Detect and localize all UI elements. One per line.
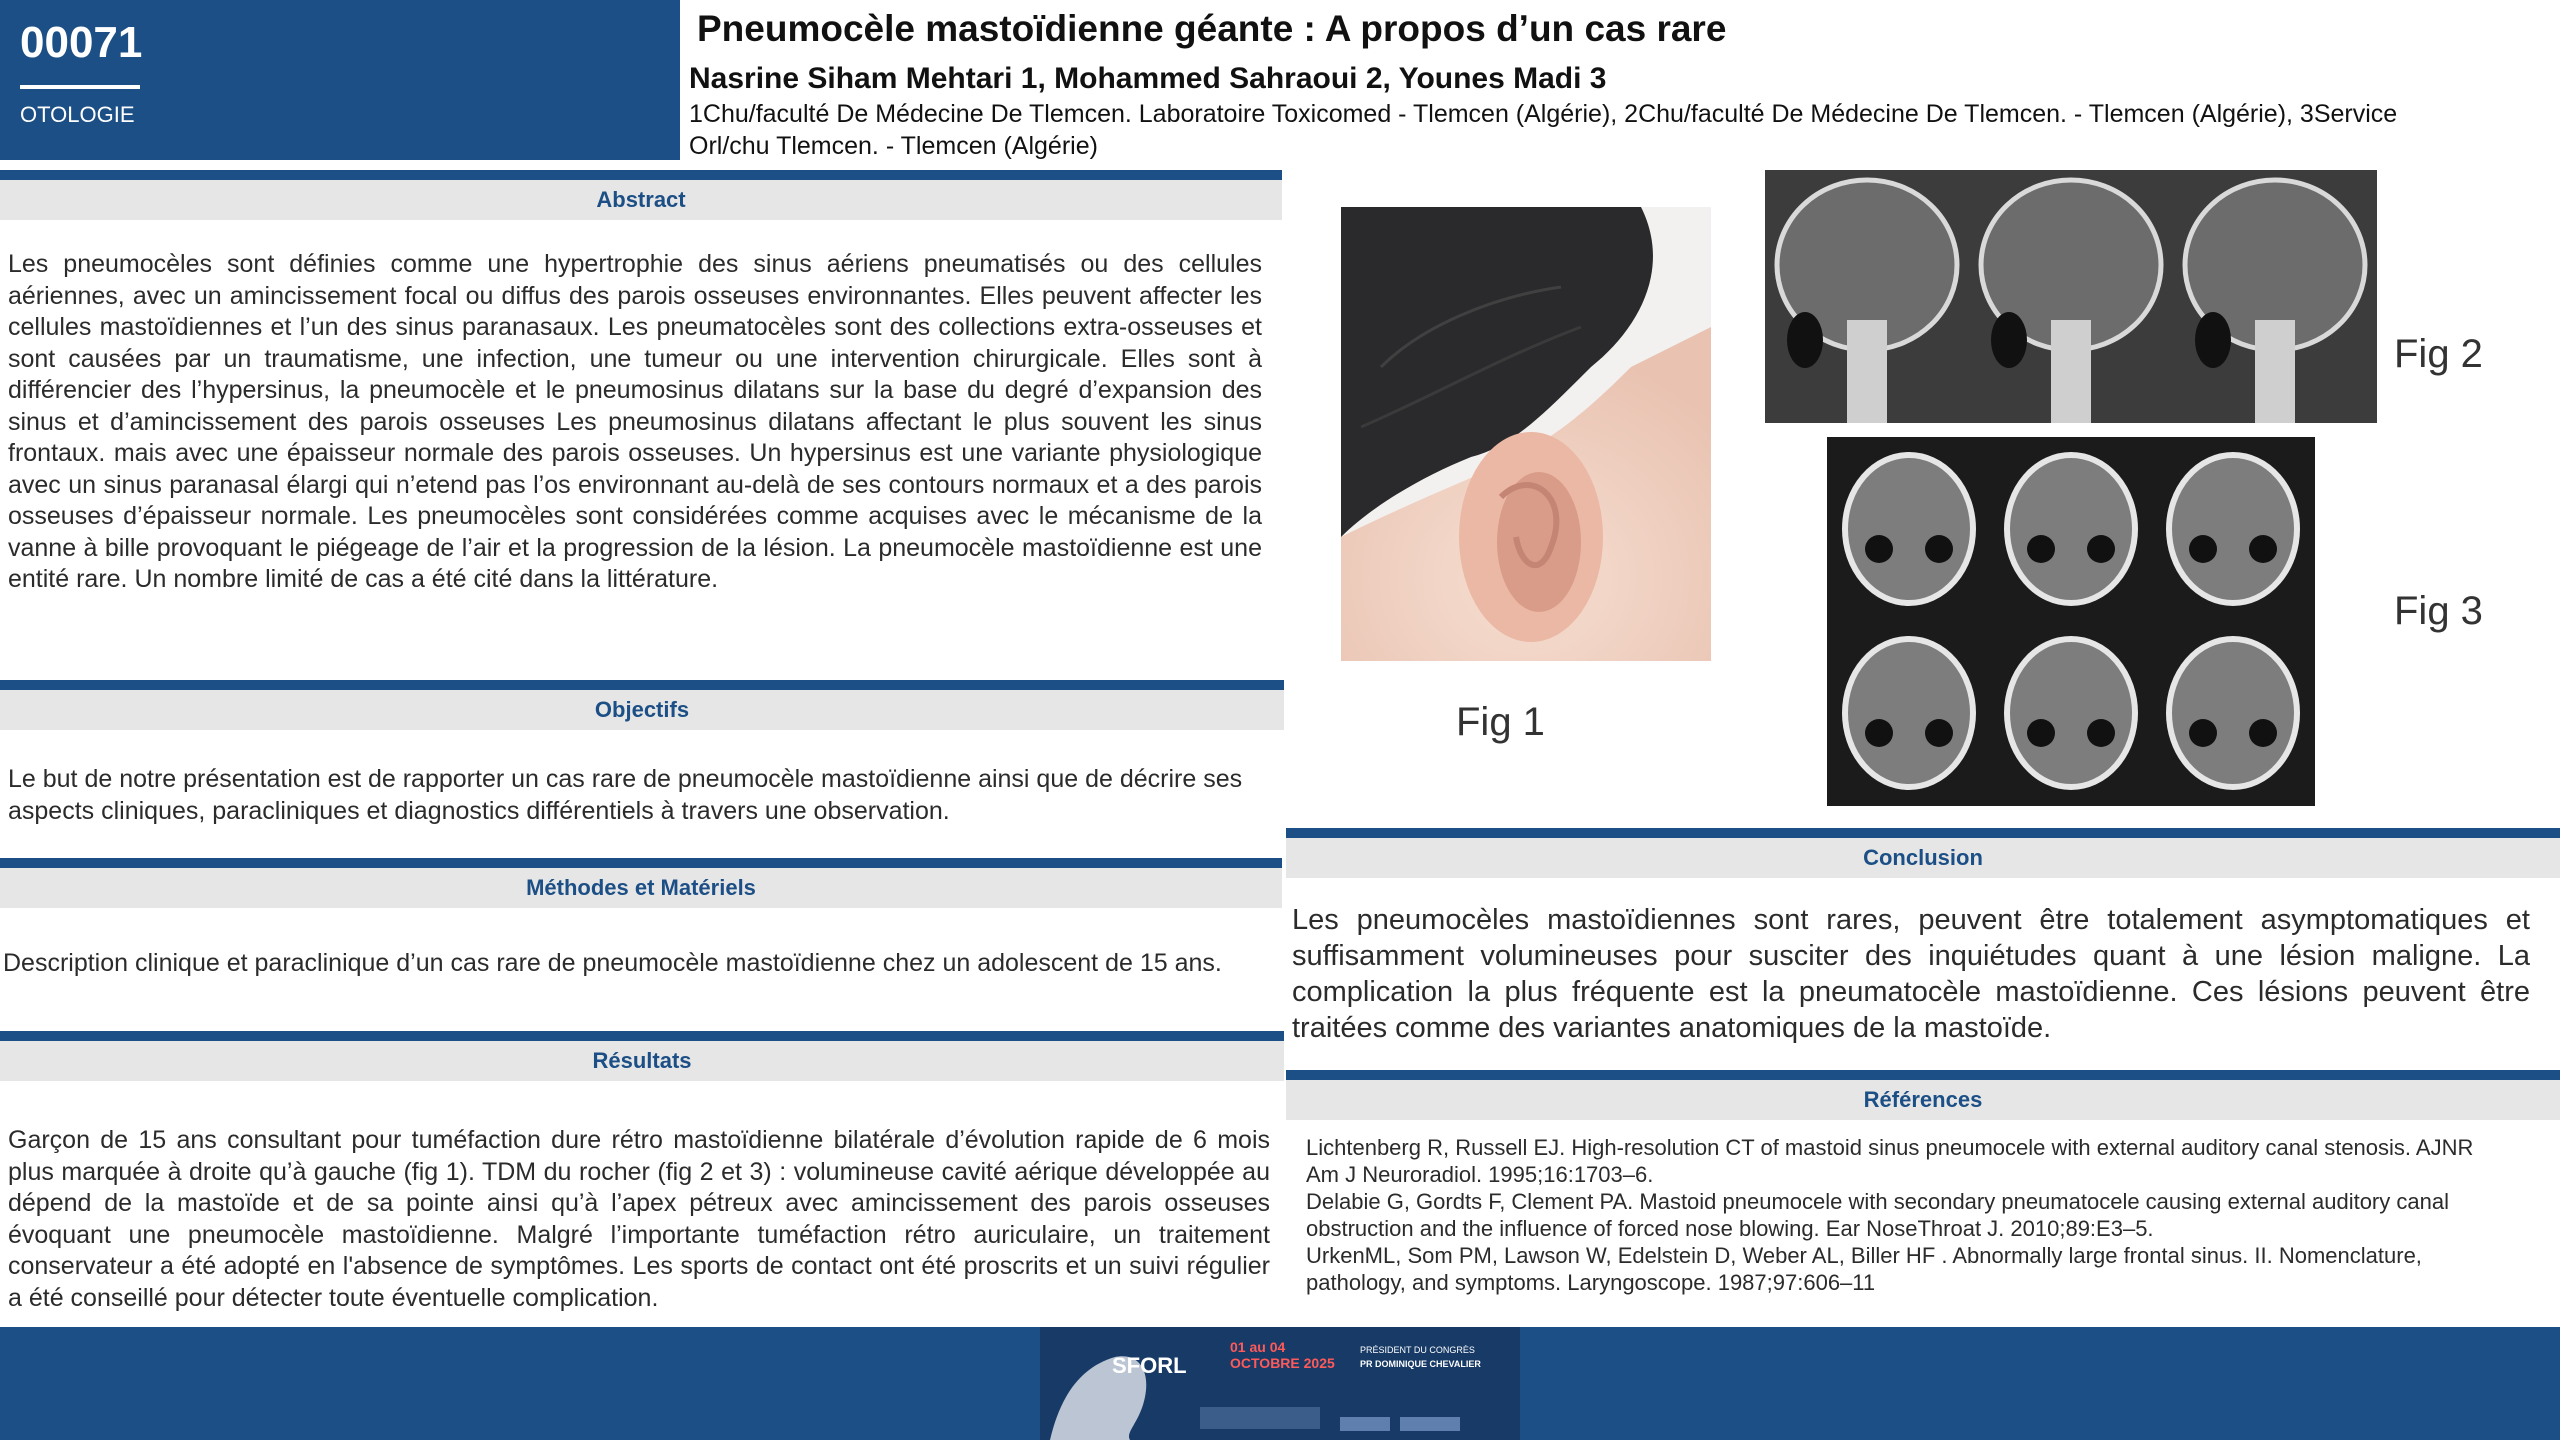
methodes-heading: Méthodes et Matériels (526, 875, 756, 900)
resultats-heading: Résultats (592, 1048, 692, 1073)
poster-id-box (0, 0, 680, 160)
objectifs-heading: Objectifs (594, 697, 690, 722)
poster-id: 00071 (20, 18, 143, 67)
references-heading: Références (1863, 1087, 1983, 1112)
authors: Nasrine Siham Mehtari 1, Mohammed Sahraoui 2, Younes Madi 3 (689, 62, 1607, 95)
fig3-ct-axial (1827, 437, 2315, 806)
reference-item: Delabie G, Gordts F, Clement PA. Mastoid pneumocele with secondary pneumatocele causing external auditory canal obstruction and the influence of forced nose blowing. Ear NoseThroat J. 2010;89:E3–5. (1306, 1189, 2449, 1241)
methodes-heading-bar (0, 858, 1282, 908)
objectifs-heading-bar (0, 680, 1284, 730)
objectifs-text: Le but de notre présentation est de rapporter un cas rare de pneumocèle mastoïdienne ainsi que de décrire ses aspects cliniques, paracliniques et diagnostics différentiels à travers une observation. (8, 765, 1243, 825)
banner-president-label: PRÉSIDENT DU CONGRÈS (1360, 1345, 1475, 1355)
methodes-text: Description clinique et paraclinique d’un cas rare de pneumocèle mastoïdienne chez un adolescent de 15 ans. (3, 949, 1222, 977)
reference-item: UrkenML, Som PM, Lawson W, Edelstein D, Weber AL, Biller HF . Abnormally large frontal sinus. II. Nomenclature, pathology, and symptoms. Laryngoscope. 1987;97:606–11 (1306, 1243, 2422, 1295)
abstract-heading: Abstract (596, 187, 686, 212)
ct-coronal-scan (1765, 170, 2377, 423)
fig2-ct-coronal (1765, 170, 2377, 423)
patient-ear-photo (1341, 207, 1711, 661)
fig1-photo (1341, 207, 1711, 661)
banner-president-name: PR DOMINIQUE CHEVALIER (1360, 1359, 1481, 1369)
fig2-label: Fig 2 (2394, 332, 2483, 376)
references-list (1306, 1134, 2506, 1296)
fig3-label: Fig 3 (2394, 589, 2483, 633)
affiliations: 1Chu/faculté De Médecine De Tlemcen. Laboratoire Toxicomed - Tlemcen (Algérie), 2Chu/faculté De Médecine De Tlemcen. - Tlemcen (Algérie), 3Service Orl/chu Tlemcen. - Tlemcen (Algérie) (689, 100, 2398, 160)
congress-banner (1040, 1327, 1520, 1440)
conclusion-heading-bar (1286, 828, 2560, 878)
fig1-label: Fig 1 (1456, 700, 1545, 744)
divider (20, 85, 140, 89)
reference-item: Lichtenberg R, Russell EJ. High-resolution CT of mastoid sinus pneumocele with external auditory canal stenosis. AJNR Am J Neuroradiol. 1995;16:1703–6. (1306, 1135, 2474, 1187)
conclusion-text: Les pneumocèles mastoïdiennes sont rares, peuvent être totalement asymptomatiques et suffisamment volumineuses pour susciter des inquiétudes quant à une lésion maligne. La complication la plus fréquente est la pneumatocèle mastoïdienne. Ces lésions peuvent être traitées comme des variantes anatomiques de la mastoïde. (1292, 904, 2530, 1044)
specialty-label: OTOLOGIE (20, 102, 135, 127)
banner-logo: SFORL (1112, 1353, 1187, 1378)
poster-title: Pneumocèle mastoïdienne géante : A propos d’un cas rare (697, 8, 1727, 49)
banner-dates: 01 au 04 OCTOBRE 2025 (1230, 1339, 1335, 1371)
conclusion-heading: Conclusion (1863, 845, 1983, 870)
references-heading-bar (1286, 1070, 2560, 1120)
ct-axial-scan (1827, 437, 2315, 806)
abstract-text: Les pneumocèles sont définies comme une hypertrophie des sinus aériens pneumatisés ou des cellules aériennes, avec un amincissement focal ou diffus des parois osseuses environnantes. Elles peuvent affecter les cellules mastoïdiennes et l’un des sinus paranasaux. Les pneumatocèles sont des collections extra-osseuses et sont causées par un traumatisme, une infection, une tumeur ou une intervention chirurgicale. Elles sont à différencier des l’hypersinus, la pneumocèle et le pneumosinus dilatans sur la base du degré d’expansion des sinus et d’amincissement des parois osseuses Les pneumosinus dilatans affectant le plus souvent les sinus frontaux. mais avec une épaisseur normale des parois osseuses. Un hypersinus est une variante physiologique avec un sinus paranasal élargi qui n’etend pas l’os environnant au-delà de ses contours normaux et a des parois osseuses d’épaisseur normale. Les pneumocèles sont considérées comme acquises avec le mécanisme de la vanne à bille provoquant le piégeage de l’air et la progression de la lésion. La pneumocèle mastoïdienne est une entité rare. Un nombre limité de cas a été cité dans la littérature. (8, 250, 1262, 593)
resultats-text: Garçon de 15 ans consultant pour tuméfaction dure rétro mastoïdienne bilatérale d’évolution rapide de 6 mois plus marquée à droite qu’à gauche (fig 1). TDM du rocher (fig 2 et 3) : volumineuse cavité aérique développée au dépend de la mastoïde et de sa pointe ainsi qu’à l’apex pétreux avec amincissement des parois osseuses évoquant une pneumocèle mastoïdienne. Malgré l’importante tuméfaction rétro auriculaire, un traitement conservateur a été adopté en l'absence de symptômes. Les sports de contact ont été proscrits et un suivi régulier a été conseillé pour détecter toute éventuelle complication. (8, 1126, 1270, 1312)
resultats-heading-bar (0, 1031, 1284, 1081)
abstract-heading-bar (0, 170, 1282, 220)
